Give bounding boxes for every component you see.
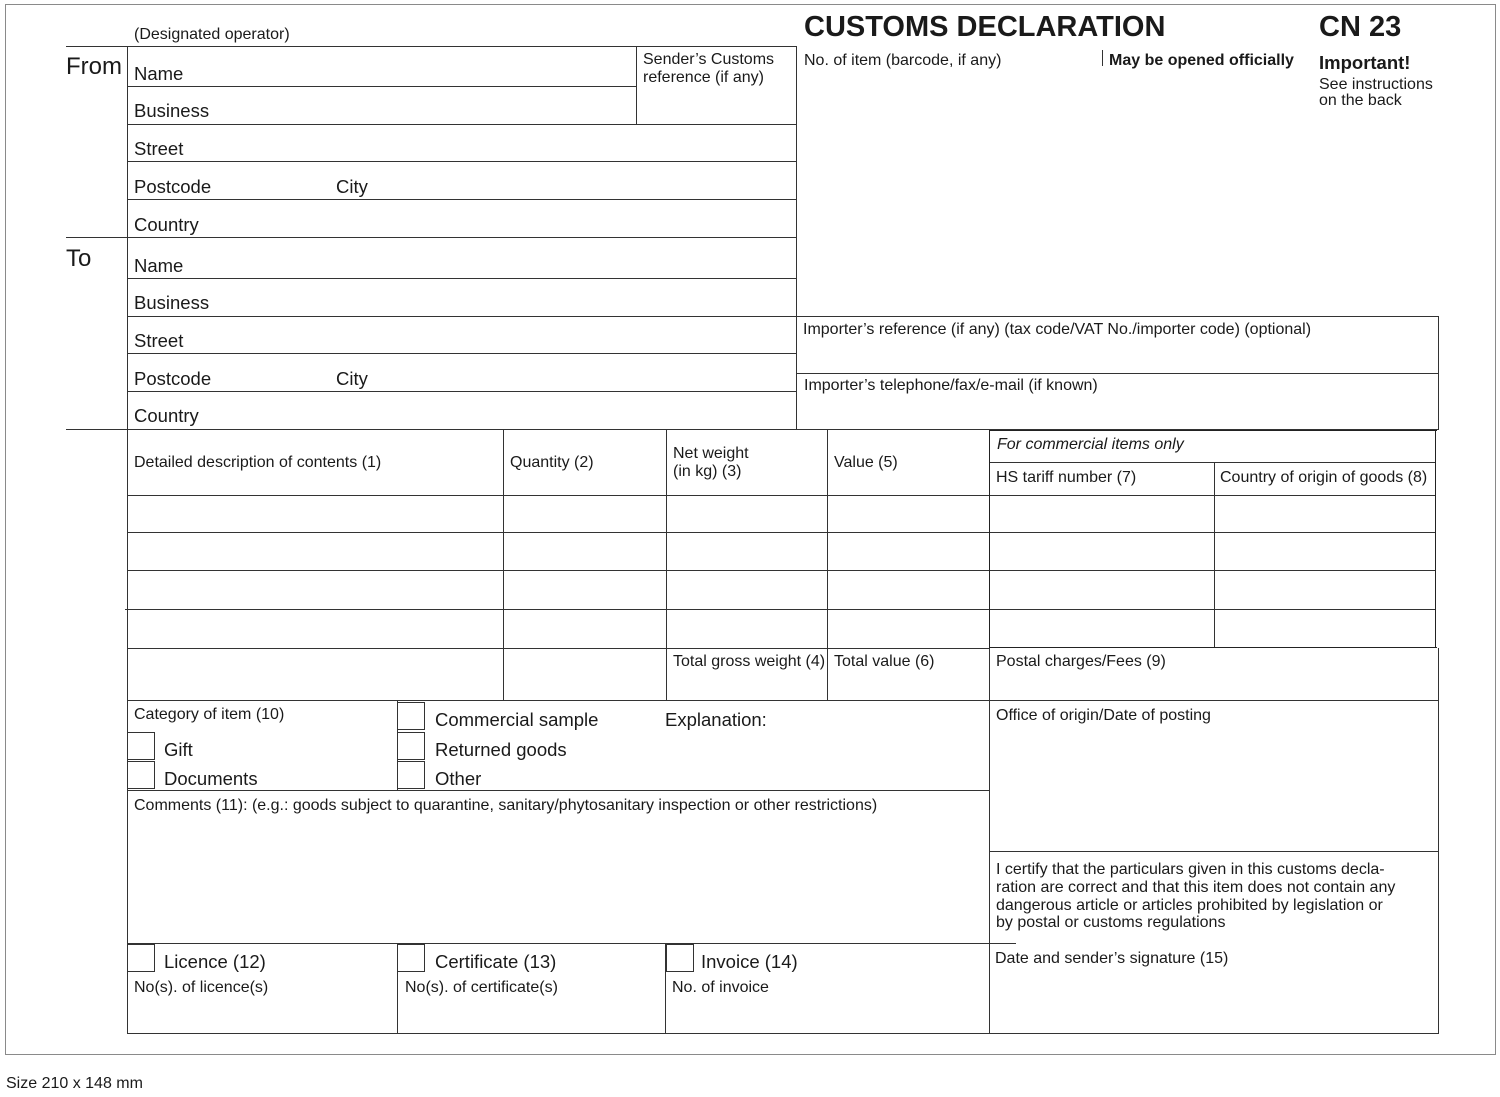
comments-input[interactable] [130,820,985,940]
documents-checkbox[interactable] [127,761,155,789]
origin-cell[interactable] [1217,535,1432,568]
commercial-box-left [989,430,990,648]
certify-line1: I certify that the particulars given in this customs decla- [996,861,1385,878]
to-postcode-label: Postcode [134,368,212,389]
col-quantity-header: Quantity (2) [510,454,594,471]
sender-ref-left-line [636,46,637,124]
sender-ref-line2: reference (if any) [643,69,764,86]
net-weight-cell[interactable] [669,535,824,568]
postal-charges-input[interactable] [993,674,1434,698]
to-city-label: City [336,368,368,389]
from-name-line [127,86,636,87]
to-country-label: Country [134,405,199,426]
documents-label: Documents [164,768,258,789]
to-label: To [66,245,92,272]
from-street-line [127,161,796,162]
gift-checkbox[interactable] [127,732,155,760]
importer-reference-label: Importer’s reference (if any) (tax code/VAT No./importer code) (optional) [803,321,1312,338]
see-instructions-line2: on the back [1319,92,1402,109]
licence-number-label: No(s). of licence(s) [134,979,269,996]
may-be-opened-label: May be opened officially [1109,52,1294,69]
certify-line3: dangerous article or articles prohibited by legislation or [996,897,1383,914]
importer-right-line [1438,316,1439,430]
important-label: Important! [1319,52,1411,73]
from-top-line [66,46,796,47]
address-right-line [796,46,797,430]
description-cell[interactable] [130,573,500,607]
certificate-number-input[interactable] [400,1000,662,1030]
office-bottom-line [989,851,1438,852]
to-name-line [127,278,796,279]
size-note: Size 210 x 148 mm [6,1075,143,1092]
lower-right-line [1438,648,1439,1034]
net-weight-cell[interactable] [669,573,824,607]
from-postcode-line [127,199,796,200]
description-cell[interactable] [130,612,500,646]
from-street-label: Street [134,138,184,159]
importer-divider [797,373,1438,374]
from-country-input[interactable] [205,210,790,236]
certificate-number-label: No(s). of certificate(s) [405,979,558,996]
from-business-line [127,124,796,125]
description-cell[interactable] [130,498,500,530]
form-code: CN 23 [1319,11,1402,43]
from-street-input[interactable] [190,134,790,160]
office-of-origin-label: Office of origin/Date of posting [996,707,1211,724]
category-bottom-line [127,790,989,791]
value-cell[interactable] [830,612,986,646]
to-postcode-input[interactable] [220,364,330,390]
documents-top-line [127,943,1016,944]
hs-tariff-cell[interactable] [993,573,1211,607]
form-title: CUSTOMS DECLARATION [804,11,1166,43]
item-number-divider [1102,50,1103,66]
to-street-input[interactable] [190,326,790,352]
from-postcode-input[interactable] [220,172,330,198]
comments-label: Comments (11): (e.g.: goods subject to quarantine, sanitary/phytosanitary inspection or other restrictions) [134,797,878,814]
value-cell[interactable] [830,573,986,607]
table-row-line-3 [125,609,1436,610]
from-business-label: Business [134,100,210,121]
total-value-label: Total value (6) [834,653,935,670]
commercial-box-top [989,430,1437,431]
origin-cell[interactable] [1217,498,1432,530]
commercial-header-line [990,462,1436,463]
from-city-label: City [336,176,368,197]
sender-ref-input[interactable] [640,88,792,122]
commercial-box-right [1435,430,1436,648]
from-name-label: Name [134,63,184,84]
other-checkbox[interactable] [397,761,425,789]
table-header-bottom [127,495,990,496]
commercial-sample-checkbox[interactable] [397,702,425,730]
table-row-line-2 [127,570,1436,571]
totals-bottom-line [127,700,1438,701]
value-left-line [827,429,828,700]
invoice-checkbox[interactable] [666,944,694,972]
sender-ref-line1: Sender’s Customs [643,51,775,68]
netweight-left-line [666,429,667,700]
to-country-input[interactable] [205,401,790,427]
quantity-cell[interactable] [506,573,663,607]
office-of-origin-input[interactable] [993,728,1434,848]
certificate-checkbox[interactable] [397,944,425,972]
invoice-number-label: No. of invoice [672,979,769,996]
certify-line2: ration are correct and that this item does not contain any [996,879,1396,896]
see-instructions-line1: See instructions [1319,76,1433,93]
net-weight-cell[interactable] [669,612,824,646]
licence-number-input[interactable] [130,1000,394,1030]
to-street-line [127,353,796,354]
from-name-input[interactable] [190,58,630,84]
from-to-divider [66,237,796,238]
value-cell[interactable] [830,535,986,568]
other-label: Other [435,768,482,789]
licence-checkbox[interactable] [127,944,155,972]
total-value-input[interactable] [830,674,986,698]
importer-contact-input[interactable] [800,398,1434,426]
total-gross-weight-input[interactable] [669,674,824,698]
origin-cell[interactable] [1217,612,1432,646]
importer-contact-label: Importer’s telephone/fax/e-mail (if known) [804,377,1098,394]
licence-label: Licence (12) [164,951,266,972]
explanation-input[interactable] [665,732,985,788]
from-city-input[interactable] [375,172,790,198]
total-gross-weight-label: Total gross weight (4) [673,653,826,670]
col-hs-tariff-header: HS tariff number (7) [996,469,1137,486]
certify-line4: by postal or customs regulations [996,914,1226,931]
invoice-number-input[interactable] [668,1000,986,1030]
invoice-label: Invoice (14) [701,951,798,972]
commercial-only-label: For commercial items only [997,436,1184,453]
item-number-label: No. of item (barcode, if any) [804,52,1002,69]
net-weight-cell[interactable] [669,498,824,530]
returned-goods-checkbox[interactable] [397,732,425,760]
to-name-input[interactable] [190,250,790,276]
designated-operator-label: (Designated operator) [134,26,290,43]
returned-goods-label: Returned goods [435,739,567,760]
col-netweight-header-line2: (in kg) (3) [673,463,742,480]
to-business-line [127,316,1438,317]
form-bottom-line [127,1033,1438,1034]
gift-label: Gift [164,739,193,760]
postal-charges-label: Postal charges/Fees (9) [996,653,1166,670]
origin-cell[interactable] [1217,573,1432,607]
description-cell[interactable] [130,535,500,568]
certificate-label: Certificate (13) [435,951,557,972]
col-origin-header: Country of origin of goods (8) [1220,469,1428,486]
commercial-box-bottom [989,647,1437,648]
to-city-input[interactable] [375,364,790,390]
importer-reference-input[interactable] [800,342,1434,370]
to-business-input[interactable] [215,288,790,314]
origin-left-line [1214,462,1215,648]
quantity-cell[interactable] [506,498,663,530]
from-business-input[interactable] [215,96,630,122]
col-netweight-header-line1: Net weight [673,445,749,462]
from-label: From [66,53,122,80]
from-postcode-label: Postcode [134,176,212,197]
quantity-left-line [503,429,504,700]
signature-label: Date and sender’s signature (15) [995,950,1229,967]
explanation-label: Explanation: [665,709,767,730]
to-street-label: Street [134,330,184,351]
to-name-label: Name [134,255,184,276]
to-business-label: Business [134,292,210,313]
hs-tariff-cell[interactable] [993,535,1211,568]
value-cell[interactable] [830,498,986,530]
hs-tariff-cell[interactable] [993,498,1211,530]
address-left-line [127,46,128,430]
hs-tariff-cell[interactable] [993,612,1211,646]
quantity-cell[interactable] [506,612,663,646]
col-value-header: Value (5) [834,454,898,471]
commercial-sample-label: Commercial sample [435,709,599,730]
quantity-cell[interactable] [506,535,663,568]
from-country-label: Country [134,214,199,235]
to-postcode-line [127,391,796,392]
signature-input[interactable] [993,972,1434,1030]
table-row-line-4 [127,648,990,649]
table-row-line-1 [127,532,1436,533]
col-description-header: Detailed description of contents (1) [134,454,382,471]
category-label: Category of item (10) [134,706,285,723]
commercial-header-bottom [990,495,1436,496]
